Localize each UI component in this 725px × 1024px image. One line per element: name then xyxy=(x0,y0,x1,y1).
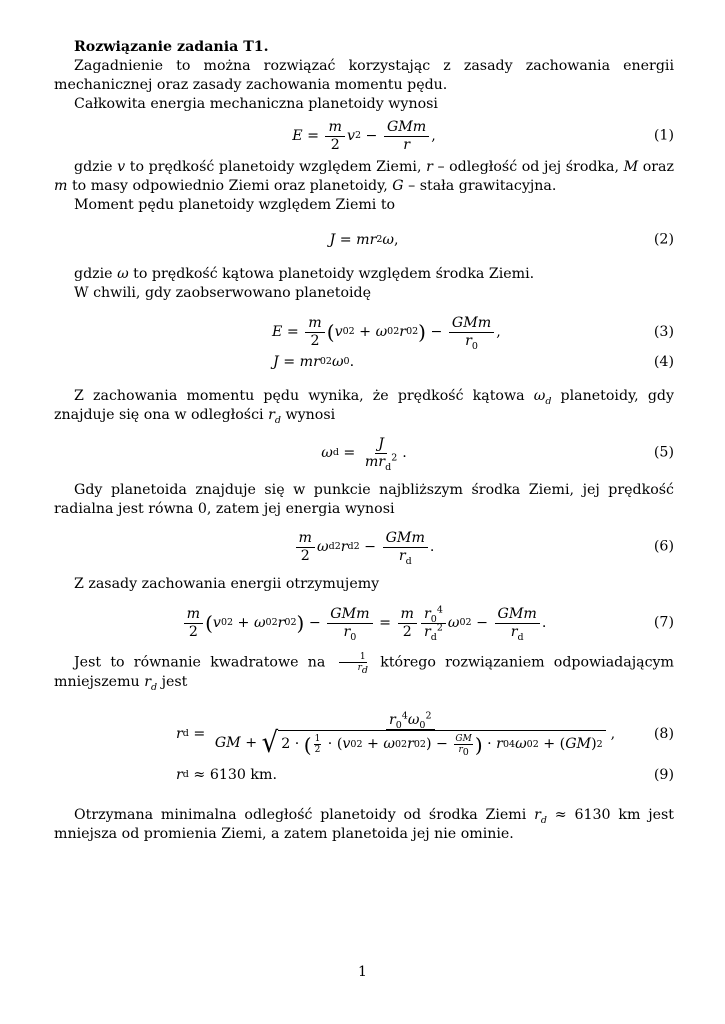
solution-heading: Rozwiązanie zadania T1. xyxy=(74,39,269,55)
equation-number: (6) xyxy=(653,538,674,555)
equation-1 xyxy=(54,114,674,158)
equation-number: (9) xyxy=(653,766,674,783)
equation-3-body: E = $\frac{m}{2}$ ( v 0 2 + ω 0 2 r 0 2 ) − $\frac{\text{GMm}}{r_0}$ , xyxy=(272,314,501,352)
page-number: 1 xyxy=(358,964,367,980)
equation-1-body: E = $\frac{m}{2}$ v 2 − $\frac{\text{GMm}}{r}$ , xyxy=(292,118,436,153)
energy-intro-paragraph: Całkowita energia mechaniczna planetoidy wynosi xyxy=(74,96,438,112)
equation-8 xyxy=(54,706,674,762)
equation-number: (1) xyxy=(653,127,674,144)
equation-number: (3) xyxy=(653,323,674,340)
equation-number: (4) xyxy=(653,353,674,370)
quadratic-paragraph: Jest to równanie kwadratowe na $\frac{1}{r_d}$ którego rozwiązaniem odpowiadającym mniejszemu $r_d$ jest xyxy=(54,652,674,693)
equation-4-body: J = mr 0 2 ω 0 . xyxy=(273,353,355,370)
equation-number: (2) xyxy=(653,231,674,248)
equation-5-body: ω d = $\frac{J}{mr_d^2}$ . xyxy=(321,435,407,473)
conclusion-paragraph: Otrzymana minimalna odległość planetoidy od środka Ziemi $r_d \approx 6130$ km jest mniejsza od promienia Ziemi, a zatem planetoida jej nie ominie. xyxy=(54,807,674,842)
document-page xyxy=(54,38,674,844)
equation-7-body: $\frac{m}{2}$ ( v 0 2 + ω 0 2 r 0 2 ) − $\frac{\text{GMm}}{r_0}$ = $\frac{m}{2}$ $\frac{r_0^4}{r_d^2}$ ω 0 2 − $\frac{\text{GMm}}{r_d}$ . xyxy=(182,606,547,641)
equation-7 xyxy=(54,594,674,652)
equation-9 xyxy=(54,762,674,788)
variables-paragraph: gdzie v to prędkość planetoidy względem Ziemi, r – odległość od jej środka, M oraz m to masy odpowiednio Ziemi oraz planetoidy, G – stała grawitacyjna. xyxy=(54,159,674,194)
conservation-paragraph: Z zachowania momentu pędu wynika, że prędkość kątowa $\omega_d$ planetoidy, gdy znajduje się ona w odległości $r_d$ wynosi xyxy=(54,388,674,426)
equation-3 xyxy=(54,313,674,351)
equation-number: (8) xyxy=(653,725,674,742)
closest-point-paragraph: Gdy planetoida znajduje się w punkcie najbliższym środka Ziemi, jej prędkość radialna jest równa 0, zatem jej energia wynosi xyxy=(54,482,674,517)
intro-paragraph: Zagadnienie to można rozwiązać korzystając z zasady zachowania energii mechanicznej oraz zasady zachowania momentu pędu. xyxy=(54,58,674,93)
equation-number: (5) xyxy=(653,444,674,461)
equation-2 xyxy=(54,215,674,265)
observation-paragraph: W chwili, gdy zaobserwowano planetoidę xyxy=(74,285,372,301)
equation-9-body: r d ≈ 6130 km . xyxy=(176,766,277,783)
equation-5 xyxy=(54,425,674,481)
equation-6-body: $\frac{m}{2}$ ω d 2 r d 2 − $\frac{\text{GMm}}{r_d}$ . xyxy=(294,530,435,565)
energy-conservation-paragraph: Z zasady zachowania energii otrzymujemy xyxy=(74,576,380,592)
omega-paragraph: gdzie ω to prędkość kątowa planetoidy względem środka Ziemi. xyxy=(74,266,535,282)
equation-4 xyxy=(54,351,674,373)
equation-8-body: r d = $r_0^4\omega_0^2$ GM + √ 2 · ( $\frac{1}{2}$ · ( v 0 2 + ω 0 2 r 0 2 ) − $\frac{GM}{r_0}$ ) · r 0 4 ω 0 2 + ( GM ) 2 , xyxy=(176,710,616,760)
equation-number: (7) xyxy=(653,614,674,631)
result-value: 6130 km xyxy=(209,766,273,783)
momentum-intro-paragraph: Moment pędu planetoidy względem Ziemi to xyxy=(74,197,396,213)
equation-2-body: J = mr 2 ω , xyxy=(329,231,399,248)
equation-6 xyxy=(54,519,674,575)
